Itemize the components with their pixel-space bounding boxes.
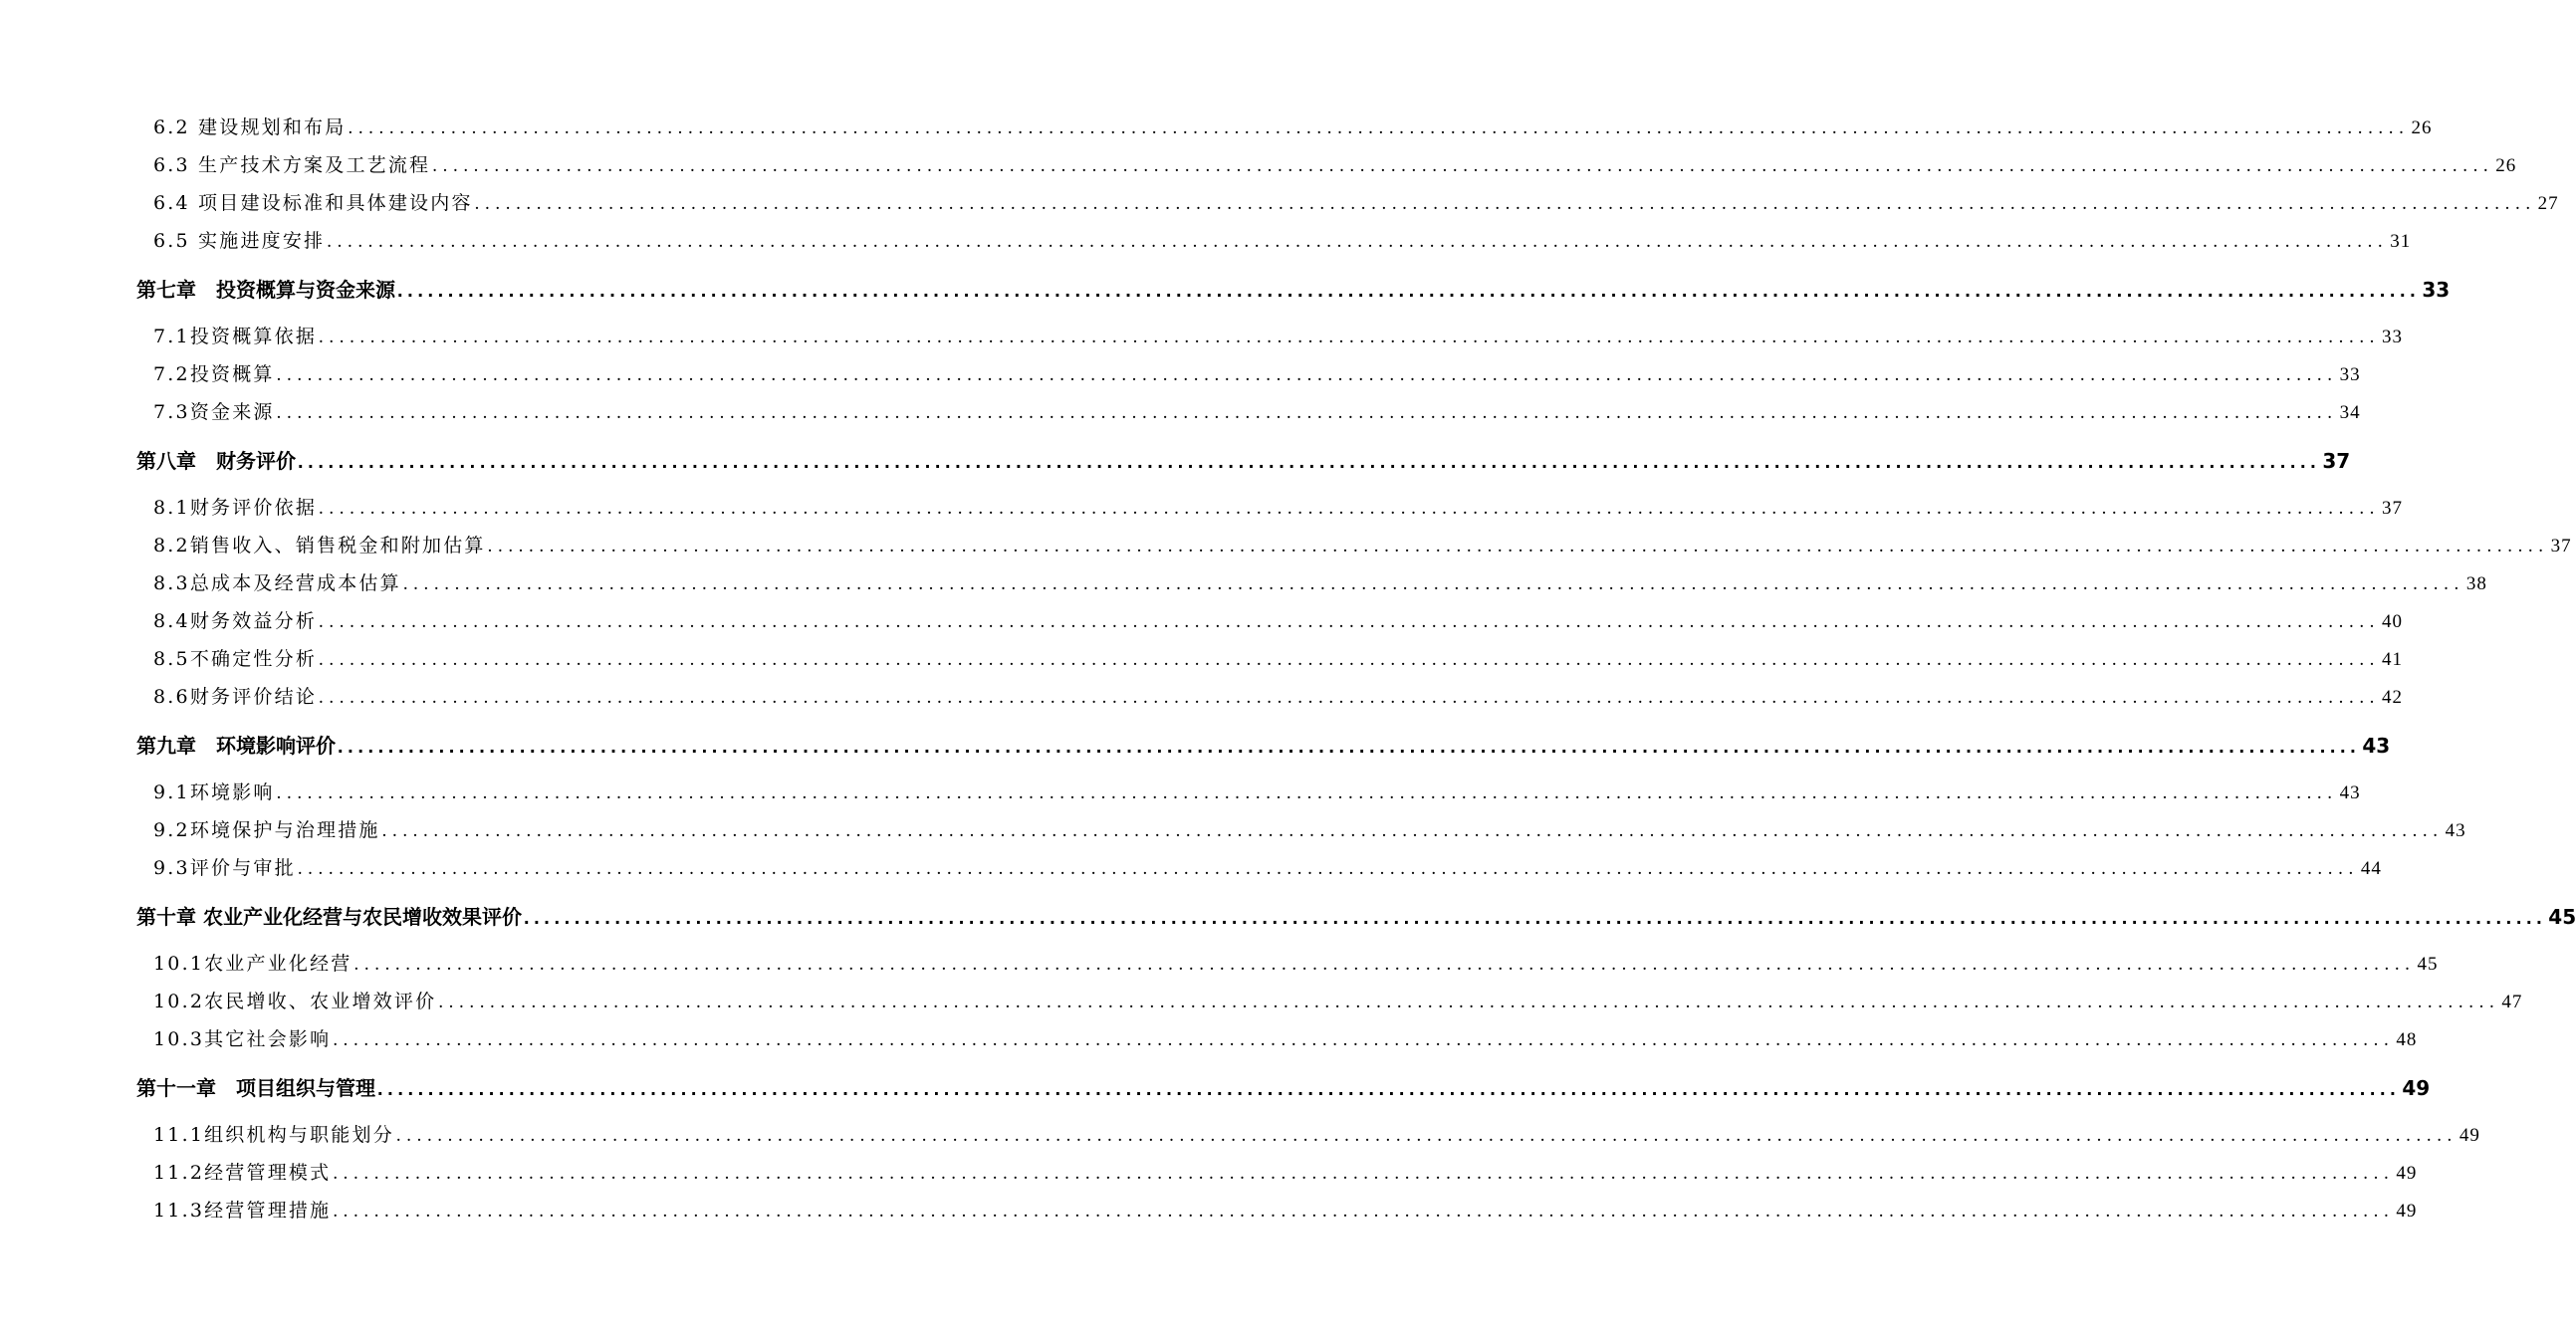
toc-entry-title: 8.4财务效益分析: [153, 610, 318, 632]
toc-dot-leader: ........................................................................................................................................................................................................: [276, 782, 2338, 803]
toc-chapter-entry[interactable]: [136, 901, 2576, 933]
toc-entry-title: 8.5不确定性分析: [153, 648, 318, 670]
toc-section-entry[interactable]: [153, 493, 2404, 523]
toc-page-number: 37: [2322, 449, 2351, 473]
toc-section-entry[interactable]: [153, 397, 2361, 427]
toc-page-number: 44: [2360, 858, 2382, 879]
toc-dot-leader: ........................................................................................................................................................................................................: [319, 687, 2381, 708]
toc-dot-leader: ........................................................................................................................................................................................................: [397, 280, 2421, 302]
toc-section-entry[interactable]: [153, 226, 2412, 256]
toc-entry-title: 8.1财务评价依据: [153, 497, 318, 519]
toc-section-entry[interactable]: [153, 778, 2361, 807]
toc-entry-title: 11.3经营管理措施: [153, 1200, 332, 1222]
toc-chapter-entry[interactable]: [136, 730, 2391, 762]
toc-section-entry[interactable]: [153, 1196, 2418, 1226]
toc-section-entry[interactable]: [153, 1024, 2418, 1054]
toc-page-number: 40: [2382, 611, 2404, 632]
toc-section-entry[interactable]: [153, 322, 2404, 351]
toc-page-number: 49: [2402, 1076, 2431, 1100]
toc-entry-title: 9.1环境影响: [153, 781, 275, 803]
toc-page-number: 49: [2459, 1125, 2480, 1146]
toc-entry-title: 10.1农业产业化经营: [153, 953, 352, 975]
toc-dot-leader: ........................................................................................................................................................................................................: [438, 992, 2500, 1012]
toc-page-number: 41: [2382, 649, 2404, 670]
toc-section-entry[interactable]: [153, 150, 2517, 180]
toc-entry-title: 第七章 投资概算与资金来源: [136, 278, 395, 302]
toc-page-number: 26: [2495, 155, 2517, 176]
toc-section-entry[interactable]: [153, 568, 2487, 598]
toc-section-entry[interactable]: [153, 815, 2466, 845]
toc-entry-title: 11.1组织机构与职能划分: [153, 1124, 394, 1146]
toc-dot-leader: ........................................................................................................................................................................................................: [333, 1201, 2395, 1222]
toc-page-number: 43: [2339, 782, 2361, 803]
toc-chapter-entry[interactable]: [136, 445, 2351, 477]
toc-dot-leader: ........................................................................................................................................................................................................: [395, 1125, 2458, 1146]
toc-section-entry[interactable]: [153, 1120, 2480, 1150]
toc-dot-leader: ........................................................................................................................................................................................................: [297, 858, 2359, 879]
toc-entry-title: 第十章 农业产业化经营与农民增收效果评价: [136, 905, 522, 929]
toc-dot-leader: ........................................................................................................................................................................................................: [402, 573, 2464, 594]
toc-page-number: 43: [2445, 820, 2466, 841]
toc-page-number: 33: [2339, 364, 2361, 385]
toc-page-number: 38: [2465, 573, 2487, 594]
toc-section-entry[interactable]: [153, 682, 2404, 712]
toc-page-number: 37: [2382, 498, 2404, 519]
toc-entry-title: 7.3资金来源: [153, 401, 275, 423]
toc-dot-leader: ........................................................................................................................................................................................................: [474, 193, 2536, 214]
toc-page-number: 47: [2501, 992, 2523, 1012]
toc-dot-leader: ........................................................................................................................................................................................................: [319, 498, 2381, 519]
toc-entry-title: 11.2经营管理模式: [153, 1162, 332, 1184]
toc-section-entry[interactable]: [153, 188, 2559, 218]
toc-entry-title: 7.1投资概算依据: [153, 326, 318, 347]
toc-dot-leader: ........................................................................................................................................................................................................: [348, 117, 2410, 138]
toc-entry-title: 6.4 项目建设标准和具体建设内容: [153, 192, 473, 214]
toc-dot-leader: ........................................................................................................................................................................................................: [276, 364, 2338, 385]
toc-section-entry[interactable]: [153, 949, 2439, 979]
toc-section-entry[interactable]: [153, 112, 2433, 142]
toc-dot-leader: ........................................................................................................................................................................................................: [319, 327, 2381, 347]
toc-entry-title: 第十一章 项目组织与管理: [136, 1076, 375, 1100]
toc-page-number: 26: [2411, 117, 2433, 138]
toc-page-number: 31: [2390, 231, 2412, 252]
toc-entry-title: 8.6财务评价结论: [153, 686, 318, 708]
toc-page-number: 33: [2382, 327, 2404, 347]
toc-dot-leader: ........................................................................................................................................................................................................: [353, 954, 2416, 975]
toc-page-number: 45: [2548, 905, 2576, 929]
toc-dot-leader: ........................................................................................................................................................................................................: [377, 1078, 2401, 1100]
toc-entry-title: 6.5 实施进度安排: [153, 230, 326, 252]
toc-section-entry[interactable]: [153, 606, 2404, 636]
toc-entry-title: 7.2投资概算: [153, 363, 275, 385]
toc-section-entry[interactable]: [153, 853, 2382, 883]
toc-section-entry[interactable]: [153, 1158, 2418, 1188]
toc-section-entry[interactable]: [153, 359, 2361, 389]
toc-dot-leader: ........................................................................................................................................................................................................: [333, 1163, 2395, 1184]
toc-entry-title: 9.3评价与审批: [153, 857, 296, 879]
toc-entry-title: 6.3 生产技术方案及工艺流程: [153, 154, 431, 176]
toc-dot-leader: ........................................................................................................................................................................................................: [432, 155, 2494, 176]
toc-dot-leader: ........................................................................................................................................................................................................: [381, 820, 2444, 841]
toc-dot-leader: ........................................................................................................................................................................................................: [319, 611, 2381, 632]
toc-page-number: 48: [2396, 1029, 2418, 1050]
toc-entry-title: 第八章 财务评价: [136, 449, 296, 473]
toc-entry-title: 10.3其它社会影响: [153, 1028, 332, 1050]
toc-section-entry[interactable]: [153, 644, 2404, 674]
toc-entry-title: 6.2 建设规划和布局: [153, 116, 347, 138]
toc-chapter-entry[interactable]: [136, 274, 2451, 306]
toc-dot-leader: ........................................................................................................................................................................................................: [319, 649, 2381, 670]
toc-page-number: 49: [2396, 1163, 2418, 1184]
toc-entry-title: 9.2环境保护与治理措施: [153, 819, 380, 841]
toc-page-number: 42: [2382, 687, 2404, 708]
toc-entry-title: 10.2农民增收、农业增效评价: [153, 991, 437, 1012]
toc-dot-leader: ........................................................................................................................................................................................................: [327, 231, 2389, 252]
toc-entry-title: 8.3总成本及经营成本估算: [153, 572, 401, 594]
toc-page-number: 33: [2422, 278, 2451, 302]
toc-page-number: 43: [2362, 734, 2391, 758]
toc-dot-leader: ........................................................................................................................................................................................................: [338, 736, 2361, 758]
toc-entry-title: 第九章 环境影响评价: [136, 734, 336, 758]
toc-page-number: 37: [2550, 536, 2572, 557]
toc-page-number: 27: [2537, 193, 2559, 214]
toc-chapter-entry[interactable]: [136, 1072, 2431, 1104]
toc-dot-leader: ........................................................................................................................................................................................................: [523, 907, 2547, 929]
toc-section-entry[interactable]: [153, 531, 2572, 560]
toc-entry-title: 8.2销售收入、销售税金和附加估算: [153, 535, 486, 557]
toc-dot-leader: ........................................................................................................................................................................................................: [487, 536, 2549, 557]
toc-page-number: 49: [2396, 1201, 2418, 1222]
toc-dot-leader: ........................................................................................................................................................................................................: [298, 451, 2321, 473]
toc-dot-leader: ........................................................................................................................................................................................................: [276, 402, 2338, 423]
toc-page-number: 34: [2339, 402, 2361, 423]
toc-section-entry[interactable]: [153, 987, 2523, 1016]
toc-page-number: 45: [2417, 954, 2439, 975]
toc-dot-leader: ........................................................................................................................................................................................................: [333, 1029, 2395, 1050]
